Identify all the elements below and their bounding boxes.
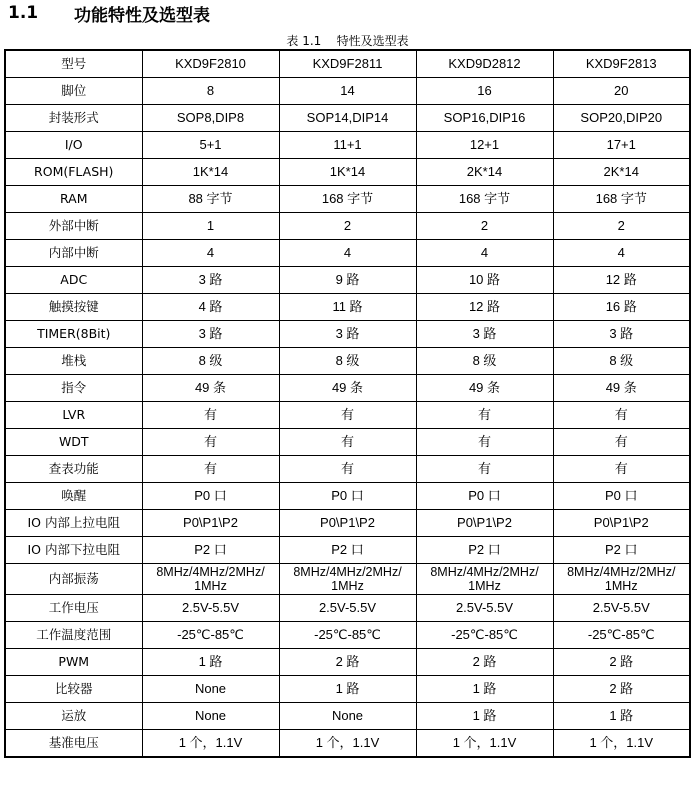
value-cell: SOP16,DIP16 xyxy=(416,105,553,132)
row-label-cell: I/O xyxy=(5,132,142,159)
table-row xyxy=(5,186,690,213)
table-row xyxy=(5,321,690,348)
value-cell: 1 路 xyxy=(142,649,279,676)
value-cell: 16 xyxy=(416,78,553,105)
value-cell: 11+1 xyxy=(279,132,416,159)
row-label-cell: 运放 xyxy=(5,703,142,730)
table-row xyxy=(5,402,690,429)
value-cell: None xyxy=(142,676,279,703)
value-cell: None xyxy=(142,703,279,730)
value-cell: 4 xyxy=(279,240,416,267)
value-cell: 2.5V-5.5V xyxy=(553,595,690,622)
table-row xyxy=(5,622,690,649)
value-cell: 14 xyxy=(279,78,416,105)
table-row xyxy=(5,456,690,483)
value-cell: 8MHz/4MHz/2MHz/ 1MHz xyxy=(553,564,690,595)
table-row xyxy=(5,240,690,267)
table-row xyxy=(5,375,690,402)
value-cell: P2 口 xyxy=(142,537,279,564)
value-cell: 有 xyxy=(142,456,279,483)
value-cell: 2 路 xyxy=(553,649,690,676)
row-label-cell: LVR xyxy=(5,402,142,429)
value-cell: P2 口 xyxy=(279,537,416,564)
value-cell: 3 路 xyxy=(553,321,690,348)
table-row xyxy=(5,703,690,730)
table-row xyxy=(5,294,690,321)
table-row xyxy=(5,429,690,456)
row-label-cell: IO 内部上拉电阻 xyxy=(5,510,142,537)
row-label-cell: 内部振荡 xyxy=(5,564,142,595)
value-cell: -25℃-85℃ xyxy=(553,622,690,649)
value-cell: 有 xyxy=(416,402,553,429)
value-cell: 1 个，1.1V xyxy=(142,730,279,758)
value-cell: P0\P1\P2 xyxy=(279,510,416,537)
value-cell: 有 xyxy=(416,429,553,456)
value-cell: 2 xyxy=(553,213,690,240)
model-header-cell: KXD9F2810 xyxy=(142,50,279,78)
header-label-cell: 型号 xyxy=(5,50,142,78)
row-label-cell: PWM xyxy=(5,649,142,676)
value-cell: 11 路 xyxy=(279,294,416,321)
value-cell: 4 xyxy=(416,240,553,267)
value-cell: 2 xyxy=(279,213,416,240)
table-body xyxy=(5,50,690,757)
value-cell: 2K*14 xyxy=(416,159,553,186)
value-cell: 8 级 xyxy=(142,348,279,375)
value-cell: 8 级 xyxy=(416,348,553,375)
value-cell: 有 xyxy=(279,429,416,456)
row-label-cell: 工作电压 xyxy=(5,595,142,622)
value-cell: 168 字节 xyxy=(279,186,416,213)
row-label-cell: TIMER(8Bit) xyxy=(5,321,142,348)
row-label-cell: 唤醒 xyxy=(5,483,142,510)
value-cell: 3 路 xyxy=(279,321,416,348)
value-cell: 有 xyxy=(553,456,690,483)
value-cell: SOP8,DIP8 xyxy=(142,105,279,132)
value-cell: 12+1 xyxy=(416,132,553,159)
row-label-cell: 脚位 xyxy=(5,78,142,105)
value-cell: 17+1 xyxy=(553,132,690,159)
value-cell: 1K*14 xyxy=(279,159,416,186)
value-cell: 49 条 xyxy=(142,375,279,402)
row-label-cell: 基准电压 xyxy=(5,730,142,758)
value-cell: 3 路 xyxy=(416,321,553,348)
table-row xyxy=(5,537,690,564)
value-cell: P0 口 xyxy=(279,483,416,510)
value-cell: 8MHz/4MHz/2MHz/ 1MHz xyxy=(279,564,416,595)
value-cell: 4 xyxy=(553,240,690,267)
value-cell: 88 字节 xyxy=(142,186,279,213)
value-cell: 1 路 xyxy=(279,676,416,703)
value-cell: 2 路 xyxy=(279,649,416,676)
value-cell: 有 xyxy=(142,429,279,456)
value-cell: 8 xyxy=(142,78,279,105)
value-cell: P2 口 xyxy=(416,537,553,564)
table-row xyxy=(5,267,690,294)
table-row xyxy=(5,213,690,240)
row-label-cell: RAM xyxy=(5,186,142,213)
value-cell: P2 口 xyxy=(553,537,690,564)
value-cell: 1 xyxy=(142,213,279,240)
value-cell: SOP20,DIP20 xyxy=(553,105,690,132)
table-row xyxy=(5,159,690,186)
value-cell: 49 条 xyxy=(416,375,553,402)
model-header-cell: KXD9F2811 xyxy=(279,50,416,78)
value-cell: 3 路 xyxy=(142,321,279,348)
value-cell: 2.5V-5.5V xyxy=(416,595,553,622)
value-cell: 有 xyxy=(416,456,553,483)
model-header-cell: KXD9D2812 xyxy=(416,50,553,78)
value-cell: -25℃-85℃ xyxy=(279,622,416,649)
value-cell: P0\P1\P2 xyxy=(553,510,690,537)
row-label-cell: 封装形式 xyxy=(5,105,142,132)
value-cell: 8 级 xyxy=(553,348,690,375)
value-cell: 2 路 xyxy=(553,676,690,703)
value-cell: 有 xyxy=(553,402,690,429)
value-cell: SOP14,DIP14 xyxy=(279,105,416,132)
value-cell: 8MHz/4MHz/2MHz/ 1MHz xyxy=(416,564,553,595)
row-label-cell: ADC xyxy=(5,267,142,294)
value-cell: 有 xyxy=(279,402,416,429)
value-cell: P0\P1\P2 xyxy=(142,510,279,537)
table-row xyxy=(5,78,690,105)
value-cell: P0 口 xyxy=(416,483,553,510)
row-label-cell: 堆栈 xyxy=(5,348,142,375)
section-title: 功能特性及选型表 xyxy=(74,5,210,26)
model-header-cell: KXD9F2813 xyxy=(553,50,690,78)
value-cell: 12 路 xyxy=(553,267,690,294)
value-cell: 1 路 xyxy=(416,703,553,730)
value-cell: 1K*14 xyxy=(142,159,279,186)
value-cell: 20 xyxy=(553,78,690,105)
value-cell: 2.5V-5.5V xyxy=(279,595,416,622)
value-cell: 有 xyxy=(553,429,690,456)
table-row xyxy=(5,730,690,758)
table-row xyxy=(5,105,690,132)
row-label-cell: 比较器 xyxy=(5,676,142,703)
table-row xyxy=(5,132,690,159)
table-row xyxy=(5,595,690,622)
value-cell: 12 路 xyxy=(416,294,553,321)
table-header-row xyxy=(5,50,690,78)
row-label-cell: 指令 xyxy=(5,375,142,402)
row-label-cell: ROM(FLASH) xyxy=(5,159,142,186)
value-cell: 3 路 xyxy=(142,267,279,294)
feature-selection-table xyxy=(4,49,691,758)
value-cell: 1 个，1.1V xyxy=(416,730,553,758)
value-cell: -25℃-85℃ xyxy=(142,622,279,649)
value-cell: 1 路 xyxy=(416,676,553,703)
row-label-cell: 内部中断 xyxy=(5,240,142,267)
value-cell: 8MHz/4MHz/2MHz/ 1MHz xyxy=(142,564,279,595)
value-cell: 有 xyxy=(142,402,279,429)
value-cell: 49 条 xyxy=(279,375,416,402)
value-cell: 168 字节 xyxy=(416,186,553,213)
value-cell: 49 条 xyxy=(553,375,690,402)
row-label-cell: 工作温度范围 xyxy=(5,622,142,649)
table-caption: 表 1.1 特性及选型表 xyxy=(286,34,409,48)
value-cell: 8 级 xyxy=(279,348,416,375)
value-cell: None xyxy=(279,703,416,730)
value-cell: 1 路 xyxy=(553,703,690,730)
row-label-cell: 查表功能 xyxy=(5,456,142,483)
value-cell: 4 xyxy=(142,240,279,267)
value-cell: 9 路 xyxy=(279,267,416,294)
value-cell: 有 xyxy=(279,456,416,483)
value-cell: P0 口 xyxy=(553,483,690,510)
section-number: 1.1 xyxy=(8,3,39,23)
row-label-cell: WDT xyxy=(5,429,142,456)
table-row xyxy=(5,649,690,676)
row-label-cell: IO 内部下拉电阻 xyxy=(5,537,142,564)
value-cell: 1 个，1.1V xyxy=(553,730,690,758)
table-row xyxy=(5,348,690,375)
value-cell: 2 xyxy=(416,213,553,240)
value-cell: 4 路 xyxy=(142,294,279,321)
table-row xyxy=(5,510,690,537)
section-heading xyxy=(8,0,210,26)
value-cell: P0\P1\P2 xyxy=(416,510,553,537)
value-cell: 10 路 xyxy=(416,267,553,294)
table-row xyxy=(5,564,690,595)
table-row xyxy=(5,483,690,510)
value-cell: 2K*14 xyxy=(553,159,690,186)
value-cell: 2.5V-5.5V xyxy=(142,595,279,622)
value-cell: 5+1 xyxy=(142,132,279,159)
value-cell: 168 字节 xyxy=(553,186,690,213)
value-cell: 16 路 xyxy=(553,294,690,321)
value-cell: 2 路 xyxy=(416,649,553,676)
value-cell: 1 个，1.1V xyxy=(279,730,416,758)
table-row xyxy=(5,676,690,703)
row-label-cell: 触摸按键 xyxy=(5,294,142,321)
value-cell: P0 口 xyxy=(142,483,279,510)
row-label-cell: 外部中断 xyxy=(5,213,142,240)
value-cell: -25℃-85℃ xyxy=(416,622,553,649)
